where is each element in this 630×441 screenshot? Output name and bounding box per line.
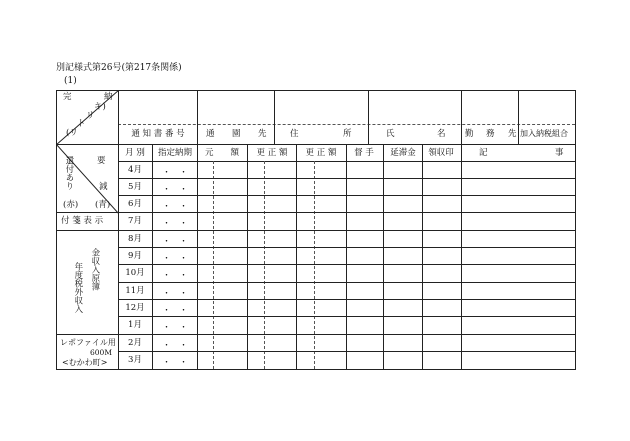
row-line xyxy=(56,334,576,335)
header-dashed-line xyxy=(118,124,575,125)
union-header: 加入納税組合 xyxy=(520,129,568,138)
table-border-bottom xyxy=(56,369,576,370)
month-cell: 5月 xyxy=(128,182,142,192)
recipient-header-3: 先 xyxy=(258,129,267,139)
corner-ri-paren: (リ xyxy=(66,128,78,138)
due-date-cell: ・ ・ xyxy=(162,254,188,264)
work-header-3: 先 xyxy=(508,129,517,139)
due-date-header: 指定納期 xyxy=(157,148,193,158)
due-date-cell: ・ ・ xyxy=(162,289,188,299)
due-date-cell: ・ ・ xyxy=(162,185,188,195)
row-line xyxy=(118,316,576,317)
month-cell: 10月 xyxy=(125,268,145,278)
work-header-2: 務 xyxy=(486,129,495,139)
col-dash xyxy=(264,161,265,369)
month-cell: 4月 xyxy=(128,165,142,175)
corrected-amount-header-1: 更 正 額 xyxy=(256,148,288,158)
address-header-2: 所 xyxy=(343,129,352,139)
row-line xyxy=(118,282,576,283)
receipt-seal-header: 領収印 xyxy=(428,148,454,158)
month-cell: 9月 xyxy=(128,251,142,261)
revenue-ledger-label: 金収入原簿 xyxy=(89,248,100,291)
table-border-top xyxy=(56,90,576,91)
col-line xyxy=(461,90,462,145)
form-title: 別記様式第26号(第217条関係) xyxy=(56,63,182,73)
month-cell: 1月 xyxy=(128,320,142,330)
tag-display-label: 付 箋 表 示 xyxy=(61,216,104,226)
corner-to: ト xyxy=(77,119,86,129)
tokushu-header: 督 手 xyxy=(354,148,374,158)
due-date-cell: ・ ・ xyxy=(162,341,188,351)
header-line xyxy=(56,144,576,145)
col-dash xyxy=(213,161,214,369)
reduce-label-1: 要 xyxy=(97,156,106,166)
corner-kan: 完 xyxy=(63,92,72,102)
notes-header-2: 事 xyxy=(555,148,564,158)
row-line xyxy=(118,299,576,300)
due-date-cell: ・ ・ xyxy=(162,323,188,333)
due-date-cell: ・ ・ xyxy=(162,219,188,229)
corner-ri: リ xyxy=(86,111,95,121)
report-file-label: レポファイル用 xyxy=(60,338,116,347)
row-line xyxy=(118,247,576,248)
form-number: (1) xyxy=(64,76,77,86)
late-fee-header: 延滞金 xyxy=(390,148,416,158)
due-date-cell: ・ ・ xyxy=(162,202,188,212)
reduce-color: (青) xyxy=(95,200,111,210)
due-date-cell: ・ ・ xyxy=(162,358,188,368)
row-line xyxy=(56,212,576,213)
work-header-1: 勤 xyxy=(465,129,474,139)
row-line xyxy=(118,195,576,196)
row-line xyxy=(118,178,576,179)
notice-number-header: 通 知 書 番 号 xyxy=(131,129,185,139)
overpaid-label: 還付あり xyxy=(63,156,74,190)
month-cell: 12月 xyxy=(125,303,145,313)
month-cell: 3月 xyxy=(128,355,142,365)
report-file-size: 600M xyxy=(90,348,112,357)
name-header-2: 名 xyxy=(437,129,446,139)
row-line xyxy=(118,351,576,352)
row-line xyxy=(118,264,576,265)
month-cell: 11月 xyxy=(125,286,145,296)
notes-header-1: 記 xyxy=(479,148,488,158)
corner-nou: 納 xyxy=(104,92,113,102)
month-cell: 7月 xyxy=(128,216,142,226)
due-date-cell: ・ ・ xyxy=(162,168,188,178)
name-header-1: 氏 xyxy=(386,129,395,139)
address-header-1: 住 xyxy=(290,129,299,139)
subheader-line xyxy=(118,161,576,162)
col-dash xyxy=(314,161,315,369)
fiscal-year-label: 年度税外収入 xyxy=(72,262,83,313)
corner-ki: キ) xyxy=(94,102,106,112)
due-date-cell: ・ ・ xyxy=(162,271,188,281)
due-date-cell: ・ ・ xyxy=(162,237,188,247)
col-line xyxy=(368,90,369,145)
month-header: 月 別 xyxy=(125,148,145,158)
corrected-amount-header-2: 更 正 額 xyxy=(305,148,337,158)
month-cell: 2月 xyxy=(128,338,142,348)
reduce-label-2: 減 xyxy=(99,182,108,192)
recipient-header-2: 園 xyxy=(232,129,241,139)
due-date-cell: ・ ・ xyxy=(162,306,188,316)
overpaid-color: (赤) xyxy=(63,200,79,210)
col-line xyxy=(274,90,275,145)
month-cell: 8月 xyxy=(128,234,142,244)
col-line xyxy=(518,90,519,145)
row-line xyxy=(56,230,576,231)
recipient-header-1: 通 xyxy=(206,129,215,139)
month-cell: 6月 xyxy=(128,199,142,209)
principal-header: 元 額 xyxy=(204,148,240,158)
municipality-label: <むかわ町> xyxy=(62,358,108,367)
